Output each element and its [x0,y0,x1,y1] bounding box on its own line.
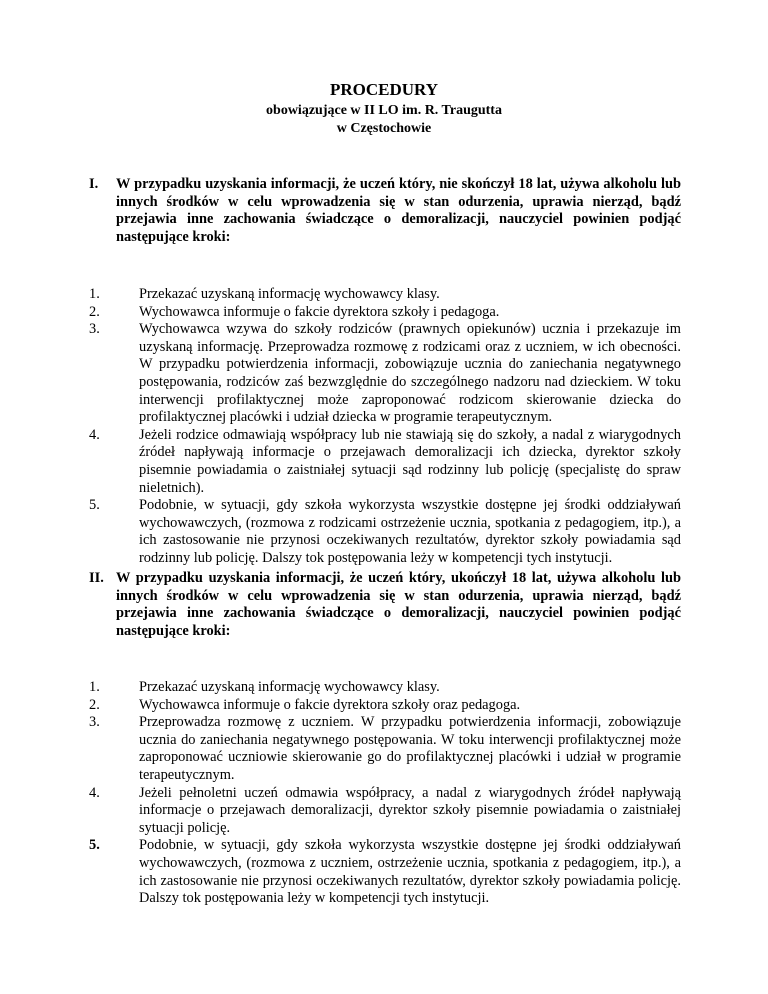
list-item-text: Przeprowadza rozmowę z uczniem. W przypadku potwierdzenia informacji, zobowiązuje ucznia do zaniechania negatywnego postępowania. W toku interwencji profilaktycznej może zaproponować uczniowie skierowanie go do profilaktycznej placówki i udział w programie terapeutycznym. [139,714,681,783]
page-title: PROCEDURY [329,80,438,99]
list-item-text: Przekazać uzyskaną informację wychowawcy klasy. [139,679,440,695]
section-2-number: II. [89,570,104,586]
list-item-number: 1. [89,286,100,302]
section-2-heading-text: W przypadku uzyskania informacji, że uczeń który, ukończył 18 lat, używa alkoholu lub innych środków w celu wprowadzenia się w stan odurzenia, uprawia nierząd, bądź przejawia inne zachowania świadczące o demoralizacji, nauczyciel powinien podjąć następujące kroki: [116,570,681,639]
list-item-number: 3. [89,714,100,731]
list-item-text: Wychowawca informuje o fakcie dyrektora szkoły i pedagoga. [139,303,500,320]
list-item-number: 5. [89,837,100,854]
list-item-number: 2. [89,303,100,320]
list-item-text: Jeżeli pełnoletni uczeń odmawia współpracy, a nadal z wiarygodnych źródeł napływają informacje o przejawach demoralizacji, dyrektor szkoły pisemnie powiadamia o zaistniałej sytuacji policję. [139,784,681,836]
list-item-text: Wychowawca informuje o fakcie dyrektora szkoły oraz pedagoga. [139,696,521,713]
list-item [89,497,681,567]
section-1-number: I. [89,176,99,192]
list-item [89,427,681,497]
section-1-heading-text: W przypadku uzyskania informacji, że uczeń który, nie skończył 18 lat, używa alkoholu lub innych środków w celu wprowadzenia się w stan odurzenia, uprawia nierząd, bądź przejawia inne zachowania świadczące o demoralizacji, nauczyciel powinien podjąć następujące kroki: [116,176,681,245]
section-2-list [89,679,681,908]
list-item [89,714,681,784]
list-item-number: 1. [89,679,100,695]
list-item [89,837,681,907]
list-item-text: Podobnie, w sytuacji, gdy szkoła wykorzysta wszystkie dostępne jej środki oddziaływań wychowawczych, (rozmowa z rodzicami ostrzeżenie ucznia, spotkania z pedagogiem, itp.), a ich zastosowanie nie przynosi oczekiwanych rezultatów, dyrektor szkoły powiadamia sąd rodzinny lub policję. Dalszy tok postępowania leży w kompetencji tych instytucji. [139,497,681,566]
list-item [89,321,681,427]
list-item-text: Przekazać uzyskaną informację wychowawcy klasy. [139,286,440,302]
list-item-number: 5. [89,497,100,514]
list-item-number: 4. [89,426,100,443]
list-item-text: Podobnie, w sytuacji, gdy szkoła wykorzysta wszystkie dostępne jej środki oddziaływań wychowawczych, (rozmowa z uczniem, ostrzeżenie ucznia, spotkania z pedagogiem, itp.), a ich zastosowanie nie przynosi oczekiwanych rezultatów, dyrektor szkoły powiadamia policję. Dalszy tok postępowania leży w kompetencji tych instytucji. [139,837,681,907]
list-item-number: 3. [89,321,100,338]
list-item-number: 4. [89,784,100,801]
page-subtitle-school: obowiązujące w II LO im. R. Traugutta [266,103,502,118]
list-item [89,697,681,715]
list-item-text: Wychowawca wzywa do szkoły rodziców (prawnych opiekunów) ucznia i przekazuje im uzyskaną informację. Przeprowadza rozmowę z rodzicami oraz z uczniem, w ich obecności. W przypadku potwierdzenia informacji, zobowiązuje ucznia do zaniechania negatywnego postępowania, rodziców zaś bezwzględnie do szczególnego nadzoru nad dzieckiem. W toku interwencji profilaktycznej może zaproponować rodzicom skierowanie dziecka do profilaktycznej placówki i udział dziecka w programie terapeutycznym. [139,321,681,426]
list-item-number: 2. [89,696,100,713]
list-item [89,304,681,322]
list-item [89,679,681,697]
page-subtitle-city: w Częstochowie [336,121,432,136]
list-item [89,785,681,838]
section-1-list [89,286,681,568]
list-item-text: Jeżeli rodzice odmawiają współpracy lub nie stawiają się do szkoły, a nadal z wiarygodnych źródeł napływają informacje o przejawach demoralizacji ich dziecka, dyrektor szkoły pisemnie powiadamia o zaistniałej sytuacji sąd rodzinny lub policję (specjalistę do spraw nieletnich). [139,426,681,496]
list-item [89,286,681,304]
